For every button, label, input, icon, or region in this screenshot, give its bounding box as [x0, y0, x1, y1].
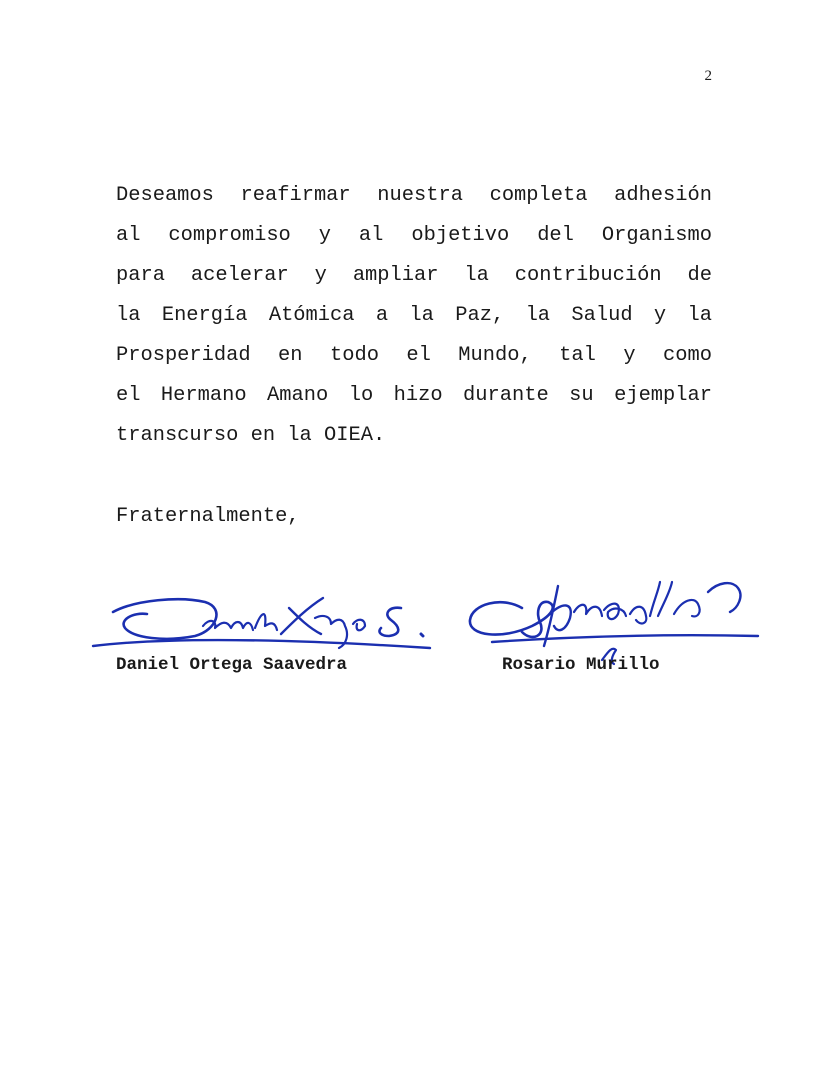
paragraph-line: para acelerar y ampliar la contribución de: [116, 264, 712, 287]
paragraph-line: Deseamos reafirmar nuestra completa adhesión: [116, 184, 712, 207]
closing-salutation: Fraternalmente,: [116, 505, 300, 528]
paragraph-line: el Hermano Amano lo hizo durante su ejemplar: [116, 384, 712, 407]
page-number: 2: [704, 68, 712, 84]
paragraph-line: Prosperidad en todo el Mundo, tal y como: [116, 344, 712, 367]
signatory-name: Daniel Ortega Saavedra: [116, 655, 348, 675]
paragraph-line: la Energía Atómica a la Paz, la Salud y la: [116, 304, 712, 327]
paragraph-line: al compromiso y al objetivo del Organismo: [116, 224, 712, 247]
letter-paragraph: [116, 176, 712, 456]
paragraph-line: transcurso en la OIEA.: [116, 424, 386, 447]
signature-daniel-ortega: [85, 578, 445, 658]
signatory-name: Rosario Murillo: [502, 655, 660, 675]
